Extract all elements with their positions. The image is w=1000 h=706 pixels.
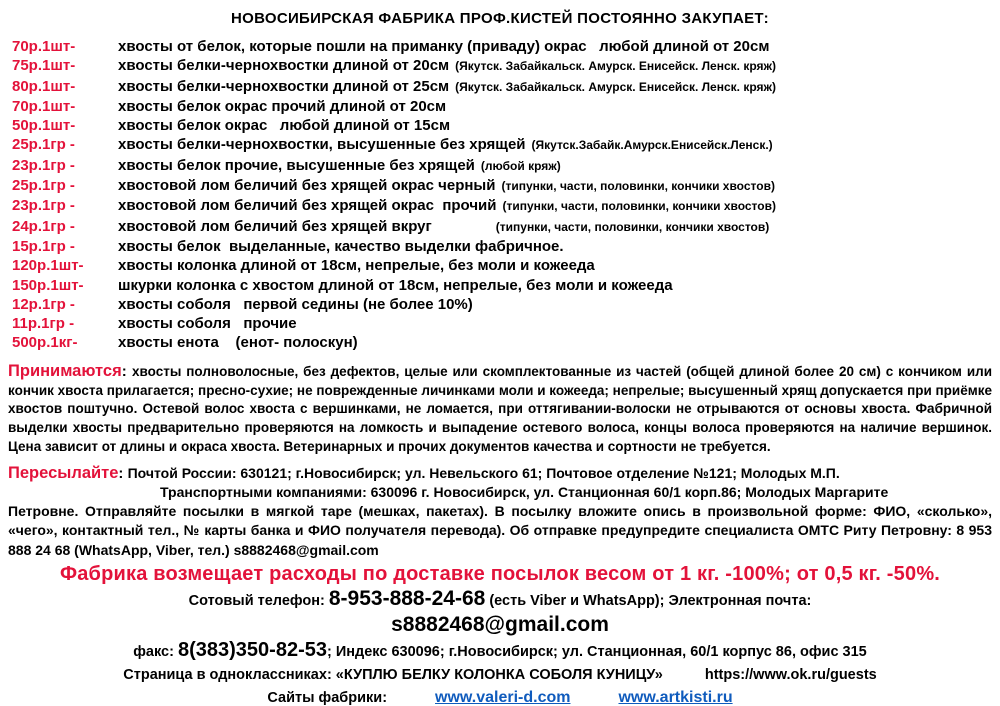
fax-number: 8(383)350-82-53 <box>177 638 327 661</box>
price-row <box>8 176 992 196</box>
item-description: хвосты белок прочие, высушенные без хрящей <box>118 156 475 174</box>
item-description: хвосты соболя прочие <box>118 315 297 333</box>
item-note: (любой кряж) <box>480 158 561 173</box>
item-description: хвосты белки-чернохвостки длиной от 20см <box>118 57 450 75</box>
shipping-lead: Пересылайте <box>8 463 119 482</box>
item-description: хвосты белки-чернохвостки длиной от 25см <box>118 77 450 95</box>
sites-label: Сайты фабрики: <box>267 689 388 706</box>
price-row <box>8 196 992 216</box>
item-description: хвостовой лом беличий без хрящей окрас прочий <box>118 197 497 215</box>
shipping-line2: Транспортными компаниями: 630096 г. Новосибирск, ул. Станционная 60/1 корп.86; Молодых Маргарите <box>160 483 889 500</box>
mobile-suffix: (есть Viber и WhatsApp); Электронная почта: <box>485 592 812 609</box>
price-value: 70р.1шт- <box>12 38 76 55</box>
price-row <box>8 314 992 333</box>
shipping-colon: : <box>118 464 128 482</box>
shipping-paragraph <box>8 464 992 560</box>
shipping-rest: Петровне. Отправляйте посылки в мягкой таре (мешках, пакетах). В посылку вложите опись в произвольной форме: ФИО, «сколько», «чего», контактный тел., № карты банка и ФИО получателя перевода). Об отправке предупредите специалиста ОМТС Риту Петровну: 8 953 888 24 68 (WhatsApp, Viber, тел.) s8882468@gmail.com <box>8 503 992 558</box>
price-row <box>8 237 992 256</box>
item-description: хвосты соболя первой седины (не более 10%) <box>118 295 473 313</box>
shipping-line1 <box>8 464 992 483</box>
price-row <box>8 56 992 76</box>
price-value: 25р.1гр - <box>12 177 75 195</box>
item-description: шкурки колонка с хвостом длиной от 18см, непрелые, без моли и кожееда <box>118 276 673 294</box>
price-value: 80р.1шт- <box>12 77 76 95</box>
price-row <box>8 256 992 275</box>
price-value: 23р.1гр - <box>12 197 75 215</box>
price-value: 120р.1шт- <box>12 257 84 275</box>
page-title: НОВОСИБИРСКАЯ ФАБРИКА ПРОФ.КИСТЕЙ ПОСТОЯННО ЗАКУПАЕТ: <box>231 10 769 27</box>
price-row <box>8 97 992 116</box>
odnoklassniki-url: https://www.ok.ru/guests <box>704 666 877 683</box>
reimbursement-banner: Фабрика возмещает расходы по доставке посылок весом от 1 кг. -100%; от 0,5 кг. -50%. <box>59 562 941 585</box>
price-value: 24р.1гр - <box>12 217 75 235</box>
price-row <box>8 116 992 135</box>
price-row <box>8 333 992 352</box>
fax-line <box>8 640 992 662</box>
mobile-number: 8-953-888-24-68 <box>328 586 486 610</box>
price-row <box>8 276 992 295</box>
item-description: хвосты белки-чернохвостки, высушенные без хрящей <box>118 136 526 154</box>
item-note: (Якутск. Забайкальск. Амурск. Енисейск. Ленск. кряж) <box>455 59 777 74</box>
price-value: 15р.1гр - <box>12 237 75 255</box>
price-value: 11р.1гр - <box>12 315 75 333</box>
accepted-paragraph <box>8 362 992 457</box>
price-row <box>8 156 992 176</box>
item-description: хвосты колонка длиной от 18см, непрелые, без моли и кожееда <box>118 257 595 275</box>
item-description: хвосты от белок, которые пошли на приманку (приваду) окрас любой длиной от 20см <box>118 38 770 55</box>
accepted-colon: : <box>121 362 133 380</box>
price-value: 50р.1шт- <box>12 117 76 135</box>
shipping-post-address: Почтой России: 630121; г.Новосибирск; ул. Невельского 61; Почтовое отделение №121; Молодых М.П. <box>127 464 840 481</box>
price-row <box>8 37 992 56</box>
item-description: хвостовой лом беличий без хрящей вкруг <box>118 217 432 235</box>
item-note: (Якутск.Забайк.Амурск.Енисейск.Ленск.) <box>531 138 773 153</box>
item-description: хвосты енота (енот- полоскун) <box>118 334 358 352</box>
price-row <box>8 295 992 314</box>
price-row <box>8 135 992 155</box>
accepted-lead: Принимаются <box>8 361 122 380</box>
price-row <box>8 217 992 237</box>
mobile-phone-line <box>8 586 992 611</box>
email-address: s8882468@gmail.com <box>391 612 609 636</box>
item-description: хвостовой лом беличий без хрящей окрас черный <box>118 177 496 195</box>
fax-label: факс: <box>133 643 178 660</box>
item-note: (типунки, части, половинки, кончики хвостов) <box>501 179 775 194</box>
site-link-artkisti[interactable]: www.artkisti.ru <box>618 688 733 706</box>
price-row <box>8 77 992 97</box>
sites-line <box>8 688 992 706</box>
item-description: хвосты белок окрас любой длиной от 15см <box>118 117 451 135</box>
item-note: (типунки, части, половинки, кончики хвостов) <box>495 219 770 234</box>
item-note: (типунки, части, половинки, кончики хвостов) <box>502 199 776 214</box>
price-value: 500р.1кг- <box>12 334 78 352</box>
accepted-body: хвосты полноволосные, без дефектов, целые или скомплектованные из частей (общей длиной более 20 см) с кончиком или кончик хвоста прилагается; пресно-сухие; не поврежденные личинками моли и кожееда; непрелые; высушенный хрящ допускается при приёмке хвостов поштучно. Остевой волос хвоста с вершинками, не ломается, при оттягивании-волоски не отрываются от основы хвоста. Фабричной выделки хвосты предварительно проверяются на ломкость и выпадение остевого волоса, концы волоса проверяются на наличие вершинок. Цена зависит от длины и окраса хвоста. Ветеринарных и прочих документов качества и сортности не требуется. <box>8 363 992 454</box>
item-description: хвосты белок выделанные, качество выделки фабричное. <box>118 237 564 255</box>
item-note: (Якутск. Забайкальск. Амурск. Енисейск. Ленск. кряж) <box>455 79 777 94</box>
odnoklassniki-line <box>8 665 992 685</box>
price-value: 70р.1шт- <box>12 97 76 115</box>
fax-suffix: ; Индекс 630096; г.Новосибирск; ул. Станционная, 60/1 корпус 86, офис 315 <box>326 643 867 660</box>
price-value: 150р.1шт- <box>12 276 84 294</box>
site-link-valeri[interactable]: www.valeri-d.com <box>435 688 571 706</box>
price-value: 25р.1гр - <box>12 136 75 154</box>
item-description: хвосты белок окрас прочий длиной от 20см <box>118 97 447 115</box>
price-value: 75р.1шт- <box>12 57 76 75</box>
price-value: 23р.1гр - <box>12 156 75 174</box>
price-value: 12р.1гр - <box>12 295 75 313</box>
mobile-label: Сотовый телефон: <box>188 592 329 609</box>
odnoklassniki-label: Страница в одноклассниках: «КУПЛЮ БЕЛКУ КОЛОНКА СОБОЛЯ КУНИЦУ» <box>123 666 663 683</box>
price-list <box>8 37 992 353</box>
